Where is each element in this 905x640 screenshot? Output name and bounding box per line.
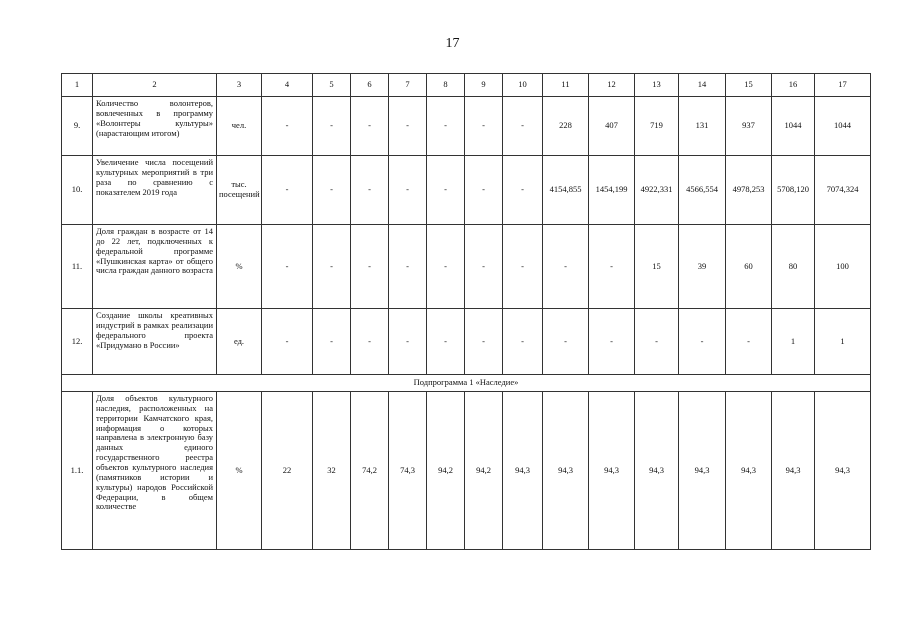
- table-row: [62, 309, 871, 375]
- value-cell: -: [389, 225, 427, 309]
- row-number: 11.: [62, 225, 93, 309]
- value-cell: 131: [679, 97, 726, 156]
- row-number: 9.: [62, 97, 93, 156]
- value-cell: -: [262, 225, 313, 309]
- value-cell: -: [543, 225, 589, 309]
- header-cell: 13: [635, 74, 679, 97]
- value-cell: -: [313, 225, 351, 309]
- value-cell: -: [503, 225, 543, 309]
- table-row: [62, 97, 871, 156]
- header-cell: 3: [217, 74, 262, 97]
- value-cell: 4922,331: [635, 156, 679, 225]
- value-cell: 100: [815, 225, 871, 309]
- value-cell: 94,3: [589, 392, 635, 550]
- value-cell: 1: [815, 309, 871, 375]
- value-cell: -: [465, 225, 503, 309]
- value-cell: -: [351, 309, 389, 375]
- header-cell: 5: [313, 74, 351, 97]
- value-cell: -: [351, 156, 389, 225]
- value-cell: -: [465, 97, 503, 156]
- value-cell: 94,3: [726, 392, 772, 550]
- unit-cell: тыс. посещений: [217, 156, 262, 225]
- value-cell: 94,3: [503, 392, 543, 550]
- value-cell: 94,2: [465, 392, 503, 550]
- value-cell: -: [503, 156, 543, 225]
- value-cell: 1044: [772, 97, 815, 156]
- page-number: 17: [445, 36, 460, 51]
- value-cell: 94,3: [772, 392, 815, 550]
- header-cell: 17: [815, 74, 871, 97]
- indicator-name: Количество волонтеров, вовлеченных в программу «Волонтеры культуры» (нарастающим итогом): [93, 97, 217, 156]
- value-cell: 1454,199: [589, 156, 635, 225]
- header-cell: 9: [465, 74, 503, 97]
- row-number: 10.: [62, 156, 93, 225]
- value-cell: 74,2: [351, 392, 389, 550]
- table-row: [62, 225, 871, 309]
- value-cell: 94,2: [427, 392, 465, 550]
- section-row: [62, 375, 871, 392]
- value-cell: 1044: [815, 97, 871, 156]
- value-cell: -: [313, 309, 351, 375]
- header-row: [62, 74, 871, 97]
- value-cell: 7074,324: [815, 156, 871, 225]
- value-cell: 39: [679, 225, 726, 309]
- value-cell: -: [679, 309, 726, 375]
- value-cell: 94,3: [815, 392, 871, 550]
- value-cell: -: [262, 309, 313, 375]
- value-cell: -: [427, 309, 465, 375]
- value-cell: 32: [313, 392, 351, 550]
- table-row: [62, 392, 871, 550]
- value-cell: 407: [589, 97, 635, 156]
- value-cell: 22: [262, 392, 313, 550]
- header-cell: 4: [262, 74, 313, 97]
- value-cell: -: [465, 156, 503, 225]
- table-row: [62, 156, 871, 225]
- value-cell: -: [543, 309, 589, 375]
- value-cell: 94,3: [635, 392, 679, 550]
- value-cell: 60: [726, 225, 772, 309]
- indicator-name: Создание школы креативных индустрий в рамках реализации федерального проекта «Придумано в России»: [93, 309, 217, 375]
- value-cell: 1: [772, 309, 815, 375]
- value-cell: -: [589, 309, 635, 375]
- section-title: Подпрограмма 1 «Наследие»: [62, 375, 871, 392]
- value-cell: 4566,554: [679, 156, 726, 225]
- value-cell: 94,3: [679, 392, 726, 550]
- value-cell: -: [589, 225, 635, 309]
- indicator-name: Увеличение числа посещений культурных мероприятий в три раза по сравнению с показателем 2019 года: [93, 156, 217, 225]
- header-cell: 6: [351, 74, 389, 97]
- value-cell: 719: [635, 97, 679, 156]
- unit-cell: чел.: [217, 97, 262, 156]
- value-cell: -: [465, 309, 503, 375]
- unit-cell: %: [217, 225, 262, 309]
- header-cell: 8: [427, 74, 465, 97]
- value-cell: -: [389, 156, 427, 225]
- header-cell: 14: [679, 74, 726, 97]
- value-cell: -: [351, 225, 389, 309]
- value-cell: -: [503, 309, 543, 375]
- value-cell: 228: [543, 97, 589, 156]
- value-cell: -: [313, 156, 351, 225]
- value-cell: -: [427, 97, 465, 156]
- value-cell: -: [351, 97, 389, 156]
- row-number: 1.1.: [62, 392, 93, 550]
- header-cell: 10: [503, 74, 543, 97]
- indicator-name: Доля объектов культурного наследия, расположенных на территории Камчатского края, информация о которых направлена в электронную базу данных единого государственного реестра объектов культурного наследия (памятников истории и культуры) народов Российской Федерации, в общем количестве: [93, 392, 217, 550]
- value-cell: -: [726, 309, 772, 375]
- value-cell: -: [427, 225, 465, 309]
- unit-cell: %: [217, 392, 262, 550]
- value-cell: -: [262, 97, 313, 156]
- value-cell: -: [389, 97, 427, 156]
- header-cell: 2: [93, 74, 217, 97]
- value-cell: 74,3: [389, 392, 427, 550]
- header-cell: 12: [589, 74, 635, 97]
- value-cell: 5708,120: [772, 156, 815, 225]
- value-cell: 80: [772, 225, 815, 309]
- value-cell: -: [313, 97, 351, 156]
- value-cell: -: [503, 97, 543, 156]
- row-number: 12.: [62, 309, 93, 375]
- indicator-name: Доля граждан в возрасте от 14 до 22 лет, подключенных к федеральной программе «Пушкинская карта» от общего числа граждан данного возраста: [93, 225, 217, 309]
- header-cell: 1: [62, 74, 93, 97]
- value-cell: -: [635, 309, 679, 375]
- value-cell: 15: [635, 225, 679, 309]
- value-cell: 4978,253: [726, 156, 772, 225]
- value-cell: 4154,855: [543, 156, 589, 225]
- value-cell: -: [389, 309, 427, 375]
- value-cell: 937: [726, 97, 772, 156]
- header-cell: 15: [726, 74, 772, 97]
- value-cell: -: [262, 156, 313, 225]
- header-cell: 16: [772, 74, 815, 97]
- header-cell: 11: [543, 74, 589, 97]
- indicators-table: [61, 73, 871, 550]
- header-cell: 7: [389, 74, 427, 97]
- value-cell: 94,3: [543, 392, 589, 550]
- unit-cell: ед.: [217, 309, 262, 375]
- value-cell: -: [427, 156, 465, 225]
